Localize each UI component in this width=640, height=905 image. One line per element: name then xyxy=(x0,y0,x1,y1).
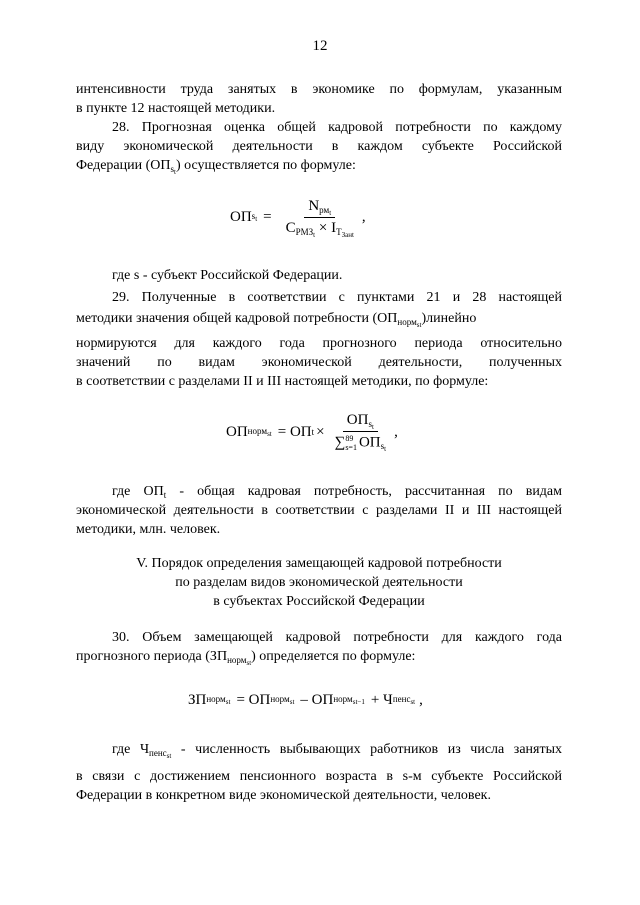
where-s-text: где s - субъект Российской Федерации. xyxy=(112,268,343,283)
section-heading: V. Порядок определения замещающей кадровой потребности по разделам видов экономической деятельности в субъектах Российской Федерации xyxy=(136,556,502,609)
formula2-fraction: $ОП_{s_t}$ ∑ 89 s=1 $ОП_{s_t}$ xyxy=(334,412,387,454)
formula-zp-norm: ЗП норм$_{st}$ = ОП норм$_{st}$ – ОП норм$_{st-1}$ + Ч пенс$_{st}$ , xyxy=(188,692,423,708)
paragraph-intro: интенсивности труда занятых в экономике по формулам, указанным в пункте 12 настоящей методики. xyxy=(76,82,562,116)
formula1-fraction: $\frac{N_{рм_t}}{С_{РМЗ_t} \times I_{Т_{Занt}}}$ xyxy=(285,198,354,239)
where-op-text: где $ОП_t$ - общая кадровая потребность, рассчитанная по видам экономической деятельности в соответствии с разделами II и III настоящей методики, млн. человек. xyxy=(76,484,563,537)
paragraph-28: 28. Прогнозная оценка общей кадровой потребности по каждому виду экономической деятельности в каждом субъекте Российской Федерации $(ОП_{s_t})$ осуществляется по формуле: xyxy=(76,120,562,176)
where-ch-text: где $Ч_{пенс_{st}}$ - численность выбывающих работников из числа занятых в связи с достижением пенсионного возраста в s-м субъекте Российской Федерации в конкретном виде экономической деятельности, человек. xyxy=(76,742,562,803)
formula-op-norm: ОП норм$_{st}$ = ОП t × $ОП_{s_t}$ ∑ 89 s=1 $ОП_{s_t}$ , xyxy=(226,412,398,454)
formula-op-st: ОП $s_t$ = $\frac{N_{рм_t}}{С_{РМЗ_t} \times I_{Т_{Занt}}}$ , xyxy=(230,198,366,239)
page-number: 12 xyxy=(312,38,328,54)
paragraph-29: 29. Полученные в соответствии с пунктами 21 и 28 настоящей методики значения общей кадровой потребности $(ОП_{норм_{st}})линейно$ нормируются для каждого года прогнозного периода относительно значений по видам экономической деятельности, полученных в соответствии с разделами II и III настоящей методики, по формуле: xyxy=(76,290,562,389)
paragraph-30: 30. Объем замещающей кадровой потребности для каждого года прогнозного периода $(ЗП_{норм_{st}})$ определяется по формуле: xyxy=(76,630,562,667)
